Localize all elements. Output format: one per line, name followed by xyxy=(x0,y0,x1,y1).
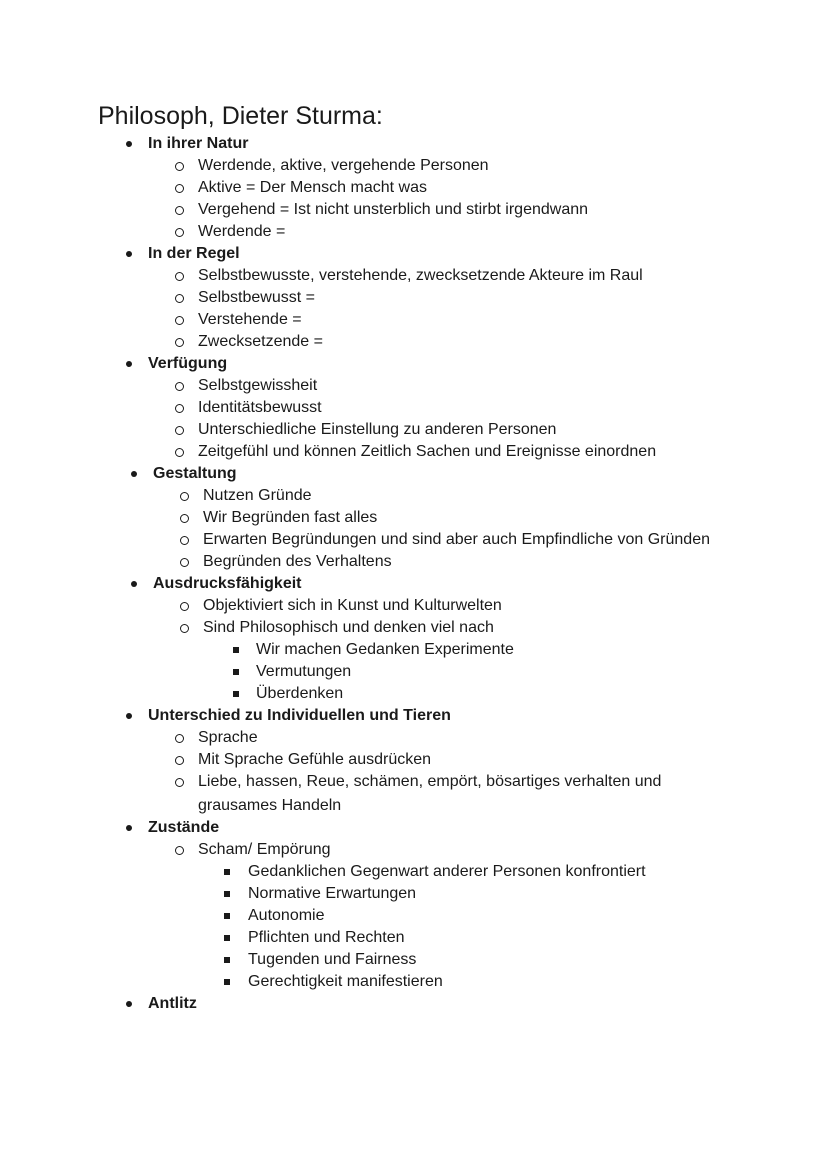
bullet-circle-icon xyxy=(174,331,188,353)
bullet-circle-icon xyxy=(179,595,193,617)
list-item-text: Werdende, aktive, vergehende Personen xyxy=(198,157,489,174)
bullet-square-icon xyxy=(222,927,236,949)
bullet-circle-icon xyxy=(174,155,188,177)
bullet-circle-icon xyxy=(174,287,188,309)
section-heading-text: Zustände xyxy=(148,819,220,836)
bullet-disc-icon xyxy=(124,133,138,155)
bullet-circle-icon xyxy=(174,441,188,463)
list-item-text: Aktive = Der Mensch macht was xyxy=(198,179,427,196)
sub-list-item-text: Gedanklichen Gegenwart anderer Personen konfrontiert xyxy=(248,863,646,880)
bullet-circle-icon xyxy=(174,309,188,331)
list-item-text: Sprache xyxy=(198,729,258,746)
bullet-circle-icon xyxy=(174,839,188,861)
bullet-disc-icon xyxy=(129,463,143,485)
list-item-text: Mit Sprache Gefühle ausdrücken xyxy=(198,751,432,768)
bullet-circle-icon xyxy=(174,771,188,793)
bullet-circle-icon xyxy=(179,507,193,529)
sub-list-item-text: Normative Erwartungen xyxy=(248,885,417,902)
bullet-circle-icon xyxy=(179,485,193,507)
bullet-square-icon xyxy=(222,861,236,883)
list-item-text: Begründen des Verhaltens xyxy=(203,553,392,570)
bullet-square-icon xyxy=(231,661,245,683)
section-heading-text: Antlitz xyxy=(148,995,197,1012)
section-heading-text: Gestaltung xyxy=(153,465,237,482)
bullet-square-icon xyxy=(231,683,245,705)
bullet-disc-icon xyxy=(124,353,138,375)
bullet-circle-icon xyxy=(174,199,188,221)
bullet-circle-icon xyxy=(174,749,188,771)
list-item-text: Liebe, hassen, Reue, schämen, empört, bösartiges verhalten und xyxy=(198,773,662,790)
section-heading-text: Ausdrucksfähigkeit xyxy=(153,575,302,592)
section-heading-text: Verfügung xyxy=(148,355,228,372)
list-item-text: Selbstbewusste, verstehende, zwecksetzende Akteure im Raul xyxy=(198,267,643,284)
list-item-text: Vergehend = Ist nicht unsterblich und stirbt irgendwann xyxy=(198,201,589,218)
bullet-circle-icon xyxy=(174,419,188,441)
bullet-circle-icon xyxy=(174,727,188,749)
bullet-square-icon xyxy=(222,905,236,927)
sub-list-item-text: Tugenden und Fairness xyxy=(248,951,417,968)
bullet-circle-icon xyxy=(174,265,188,287)
section-heading-text: In der Regel xyxy=(148,245,240,262)
sub-list-item-text: Vermutungen xyxy=(256,663,352,680)
list-item-text: Nutzen Gründe xyxy=(203,487,312,504)
section-heading-text: Unterschied zu Individuellen und Tieren xyxy=(148,707,451,724)
list-item-text: Sind Philosophisch und denken viel nach xyxy=(203,619,494,636)
list-item-text: Erwarten Begründungen und sind aber auch Empfindliche von Gründen xyxy=(203,531,710,548)
sub-list-item-text: Gerechtigkeit manifestieren xyxy=(248,973,443,990)
list-item-text: Zwecksetzende = xyxy=(198,333,323,350)
document-title: Philosoph, Dieter Sturma: xyxy=(98,102,383,130)
bullet-circle-icon xyxy=(179,551,193,573)
bullet-disc-icon xyxy=(124,817,138,839)
bullet-circle-icon xyxy=(179,617,193,639)
bullet-circle-icon xyxy=(174,397,188,419)
sub-list-item-text: Überdenken xyxy=(256,685,344,702)
list-item-text: Identitätsbewusst xyxy=(198,399,322,416)
list-item-text: Scham/ Empörung xyxy=(198,841,331,858)
bullet-circle-icon xyxy=(174,221,188,243)
sub-list-item-text: Pflichten und Rechten xyxy=(248,929,405,946)
bullet-circle-icon xyxy=(174,375,188,397)
list-item-text: Zeitgefühl und können Zeitlich Sachen und Ereignisse einordnen xyxy=(198,443,657,460)
bullet-circle-icon xyxy=(174,177,188,199)
list-item-text: Werdende = xyxy=(198,223,286,240)
sub-list-item-text: Wir machen Gedanken Experimente xyxy=(256,641,514,658)
bullet-square-icon xyxy=(231,639,245,661)
bullet-square-icon xyxy=(222,883,236,905)
list-item-text: Objektiviert sich in Kunst und Kulturwelten xyxy=(203,597,502,614)
list-item-text: Selbstgewissheit xyxy=(198,377,318,394)
bullet-disc-icon xyxy=(129,573,143,595)
bullet-square-icon xyxy=(222,949,236,971)
list-item-text: Selbstbewusst = xyxy=(198,289,315,306)
list-item-text: Unterschiedliche Einstellung zu anderen Personen xyxy=(198,421,557,438)
bullet-circle-icon xyxy=(179,529,193,551)
bullet-square-icon xyxy=(222,971,236,993)
list-item-text: Verstehende = xyxy=(198,311,302,328)
sub-list-item-text: Autonomie xyxy=(248,907,325,924)
list-item-text: Wir Begründen fast alles xyxy=(203,509,378,526)
bullet-disc-icon xyxy=(124,705,138,727)
bullet-disc-icon xyxy=(124,243,138,265)
section-heading-text: In ihrer Natur xyxy=(148,135,249,152)
list-item-continuation-text: grausames Handeln xyxy=(198,797,342,814)
bullet-disc-icon xyxy=(124,993,138,1015)
